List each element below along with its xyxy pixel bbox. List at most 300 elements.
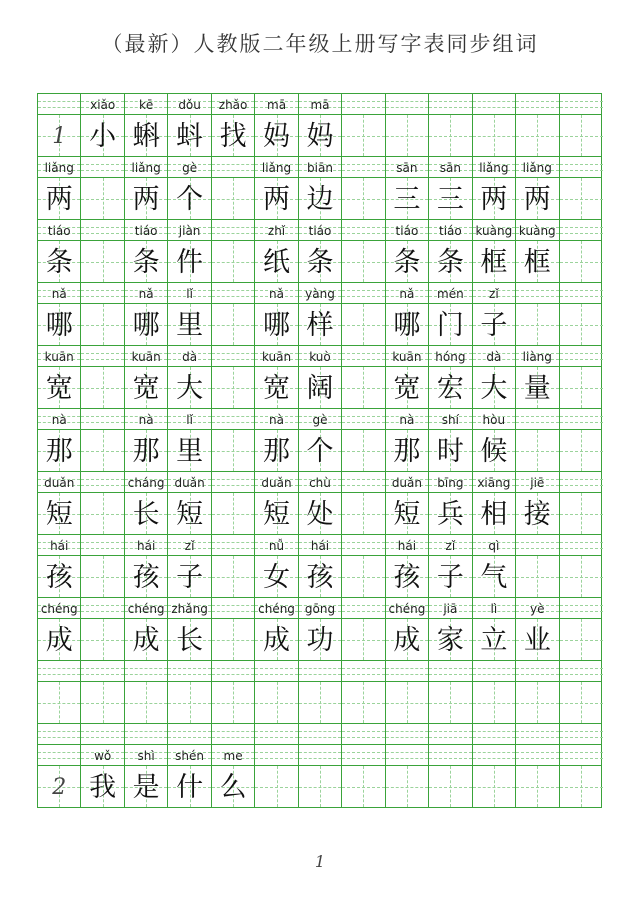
pinyin-text: zhǎo: [218, 98, 248, 112]
pinyin-cell: [212, 745, 255, 765]
pinyin-cell: [560, 409, 603, 429]
pinyin-cell: [38, 157, 81, 177]
hanzi-text: 那: [132, 436, 160, 467]
pinyin-text: lǐ: [186, 287, 193, 301]
pinyin-cell: [386, 157, 429, 177]
hanzi-text: 家: [436, 625, 464, 656]
character-cell: [125, 367, 168, 408]
character-cell: [386, 178, 429, 219]
pinyin-text: yàng: [305, 287, 335, 301]
hanzi-text: 两: [263, 184, 291, 215]
character-row: [37, 555, 602, 598]
hanzi-text: 两: [523, 184, 551, 215]
pinyin-cell: [299, 745, 342, 765]
character-row: [37, 765, 602, 808]
hanzi-text: 业: [523, 625, 551, 656]
pinyin-cell: [81, 661, 124, 681]
character-cell: [473, 619, 516, 660]
pinyin-text: [516, 745, 558, 765]
character-cell: [386, 766, 429, 807]
character-cell: [429, 766, 472, 807]
pinyin-cell: [386, 94, 429, 114]
hanzi-text: 孩: [393, 562, 421, 593]
pinyin-cell: [212, 346, 255, 366]
hanzi-text: [342, 682, 384, 723]
hanzi-text: [212, 682, 254, 723]
pinyin-cell: [299, 724, 342, 744]
pinyin-cell: [429, 94, 472, 114]
hanzi-text: 接: [523, 499, 551, 530]
pinyin-cell: [38, 535, 81, 555]
pinyin-text: chéng: [40, 602, 78, 616]
pinyin-text: xiǎo: [90, 98, 116, 112]
pinyin-cell: [212, 157, 255, 177]
pinyin-text: hái: [137, 539, 156, 553]
character-cell: [81, 304, 124, 345]
pinyin-text: mā: [267, 98, 287, 112]
character-cell: [212, 556, 255, 597]
hanzi-text: 件: [176, 247, 204, 278]
character-cell: [168, 682, 211, 723]
hanzi-text: 短: [176, 499, 204, 530]
character-cell: [255, 682, 298, 723]
pinyin-text: dǒu: [178, 98, 201, 112]
pinyin-cell: [429, 598, 472, 618]
pinyin-text: [516, 409, 558, 429]
guide-line: [342, 737, 384, 738]
pinyin-text: gè: [312, 413, 328, 427]
character-cell: [473, 304, 516, 345]
pinyin-text: kuān: [261, 350, 292, 364]
hanzi-text: 时: [436, 436, 464, 467]
hanzi-text: [560, 493, 603, 534]
hanzi-text: 么: [219, 772, 247, 803]
pinyin-cell: [342, 409, 385, 429]
pinyin-cell: [168, 472, 211, 492]
guide-line: [560, 731, 603, 732]
pinyin-cell: [38, 94, 81, 114]
pinyin-text: hòu: [482, 413, 506, 427]
character-cell: [125, 430, 168, 471]
guide-line: [429, 731, 471, 732]
character-cell: [386, 304, 429, 345]
pinyin-text: [560, 472, 603, 492]
pinyin-cell: [473, 724, 516, 744]
hanzi-text: 个: [176, 184, 204, 215]
pinyin-text: zhǐ: [267, 224, 286, 238]
pinyin-cell: [125, 724, 168, 744]
character-cell: [386, 556, 429, 597]
character-cell: [81, 493, 124, 534]
pinyin-text: [212, 409, 254, 429]
pinyin-cell: [342, 745, 385, 765]
pinyin-text: hái: [310, 539, 330, 553]
hanzi-text: [516, 766, 558, 807]
hanzi-text: [560, 367, 603, 408]
pinyin-cell: [81, 283, 124, 303]
pinyin-text: [473, 661, 515, 681]
pinyin-cell: [299, 220, 342, 240]
hanzi-text: [560, 430, 603, 471]
hanzi-text: 那: [45, 436, 73, 467]
pinyin-text: liǎng: [479, 161, 509, 175]
pinyin-text: gōng: [304, 602, 336, 616]
pinyin-text: chéng: [127, 602, 165, 616]
pinyin-row: [37, 534, 602, 556]
character-cell: [38, 178, 81, 219]
hanzi-text: 女: [263, 562, 291, 593]
pinyin-text: [342, 346, 384, 366]
character-cell: [125, 241, 168, 282]
pinyin-cell: [255, 598, 298, 618]
hanzi-text: [516, 556, 558, 597]
hanzi-text: [81, 430, 123, 471]
page-number: 1: [314, 852, 326, 871]
character-cell: [168, 178, 211, 219]
pinyin-cell: [429, 283, 472, 303]
pinyin-text: [81, 661, 123, 681]
character-cell: [212, 766, 255, 807]
hanzi-text: [299, 766, 341, 807]
pinyin-cell: [255, 220, 298, 240]
pinyin-text: [342, 745, 384, 765]
pinyin-cell: [38, 661, 81, 681]
character-cell: [429, 115, 472, 156]
character-cell: [560, 556, 603, 597]
character-cell: [255, 178, 298, 219]
pinyin-text: [429, 94, 471, 114]
character-cell: [81, 115, 124, 156]
character-row: [37, 240, 602, 283]
pinyin-cell: [560, 94, 603, 114]
character-cell: [212, 493, 255, 534]
pinyin-cell: [212, 94, 255, 114]
pinyin-text: chù: [309, 476, 331, 490]
pinyin-cell: [81, 157, 124, 177]
guide-line: [81, 737, 123, 738]
character-cell: [125, 619, 168, 660]
hanzi-text: [560, 556, 603, 597]
pinyin-cell: [560, 472, 603, 492]
pinyin-text: [81, 409, 123, 429]
pinyin-cell: [429, 409, 472, 429]
character-cell: [429, 619, 472, 660]
hanzi-text: [212, 619, 254, 660]
character-cell: [560, 367, 603, 408]
pinyin-text: [81, 535, 123, 555]
hanzi-text: 宽: [45, 373, 73, 404]
character-cell: [560, 766, 603, 807]
character-cell: [299, 766, 342, 807]
character-cell: [473, 178, 516, 219]
pinyin-text: kuò: [309, 350, 331, 364]
pinyin-text: jiē: [530, 476, 545, 490]
character-cell: [516, 619, 559, 660]
character-cell: [38, 241, 81, 282]
pinyin-cell: [299, 409, 342, 429]
character-cell: [255, 430, 298, 471]
character-cell: [342, 178, 385, 219]
character-cell: [168, 367, 211, 408]
character-cell: [125, 682, 168, 723]
character-cell: [342, 493, 385, 534]
character-cell: [429, 556, 472, 597]
guide-line: [560, 737, 603, 738]
pinyin-cell: [125, 472, 168, 492]
pinyin-cell: [386, 346, 429, 366]
character-cell: [516, 493, 559, 534]
guide-line: [386, 731, 428, 732]
hanzi-text: 是: [132, 772, 160, 803]
character-cell: [212, 619, 255, 660]
pinyin-cell: [212, 409, 255, 429]
pinyin-text: [516, 535, 558, 555]
hanzi-text: [386, 766, 428, 807]
character-cell: [125, 115, 168, 156]
pinyin-cell: [473, 157, 516, 177]
character-cell: [299, 619, 342, 660]
pinyin-cell: [38, 598, 81, 618]
pinyin-text: nǎ: [51, 287, 67, 301]
character-cell: [516, 682, 559, 723]
pinyin-cell: [560, 598, 603, 618]
pinyin-text: [473, 94, 515, 114]
pinyin-text: zhǎng: [171, 602, 208, 616]
hanzi-text: [560, 241, 603, 282]
pinyin-text: chéng: [258, 602, 295, 616]
pinyin-cell: [168, 535, 211, 555]
guide-line: [125, 737, 167, 738]
pinyin-cell: [212, 283, 255, 303]
pinyin-cell: [429, 535, 472, 555]
pinyin-cell: [299, 472, 342, 492]
character-cell: [38, 682, 81, 723]
character-cell: [125, 556, 168, 597]
pinyin-cell: [473, 535, 516, 555]
hanzi-text: [473, 766, 515, 807]
character-cell: [516, 766, 559, 807]
character-cell: [212, 178, 255, 219]
pinyin-cell: [255, 409, 298, 429]
hanzi-text: [386, 682, 428, 723]
pinyin-cell: [473, 472, 516, 492]
guide-line: [516, 731, 558, 732]
pinyin-cell: [81, 598, 124, 618]
pinyin-text: duǎn: [44, 476, 75, 490]
character-row: [37, 177, 602, 220]
pinyin-cell: [212, 661, 255, 681]
hanzi-text: 立: [480, 625, 508, 656]
character-cell: [560, 304, 603, 345]
hanzi-text: 兵: [436, 499, 464, 530]
hanzi-text: 成: [45, 625, 73, 656]
hanzi-text: [516, 304, 558, 345]
character-cell: [299, 367, 342, 408]
hanzi-text: 大: [480, 373, 508, 404]
pinyin-text: me: [223, 749, 243, 763]
pinyin-cell: [299, 94, 342, 114]
character-cell: [386, 493, 429, 534]
pinyin-text: zǐ: [489, 287, 499, 301]
character-cell: [386, 682, 429, 723]
pinyin-text: [81, 598, 123, 618]
pinyin-text: [212, 535, 254, 555]
character-cell: [168, 241, 211, 282]
hanzi-text: 候: [480, 436, 508, 467]
character-cell: [125, 178, 168, 219]
pinyin-cell: [299, 346, 342, 366]
pinyin-cell: [429, 220, 472, 240]
pinyin-cell: [560, 283, 603, 303]
character-cell: [168, 304, 211, 345]
pinyin-text: [560, 745, 603, 765]
pinyin-text: [212, 157, 254, 177]
hanzi-text: [212, 556, 254, 597]
hanzi-text: 量: [523, 373, 551, 404]
character-cell: [212, 304, 255, 345]
pinyin-cell: [429, 661, 472, 681]
character-cell: [299, 556, 342, 597]
hanzi-text: [255, 682, 297, 723]
pinyin-cell: [255, 283, 298, 303]
pinyin-text: nǎ: [399, 287, 415, 301]
pinyin-cell: [429, 472, 472, 492]
pinyin-row: [37, 597, 602, 619]
pinyin-cell: [473, 94, 516, 114]
character-cell: [386, 241, 429, 282]
pinyin-text: [212, 346, 254, 366]
pinyin-cell: [81, 535, 124, 555]
character-cell: [386, 115, 429, 156]
hanzi-text: 找: [219, 121, 247, 152]
character-row: [37, 303, 602, 346]
hanzi-text: 条: [45, 247, 73, 278]
character-cell: [429, 430, 472, 471]
pinyin-cell: [342, 724, 385, 744]
pinyin-cell: [516, 346, 559, 366]
hanzi-text: [255, 766, 297, 807]
pinyin-cell: [168, 94, 211, 114]
hanzi-text: [342, 115, 384, 156]
pinyin-cell: [168, 598, 211, 618]
hanzi-text: [125, 682, 167, 723]
pinyin-text: duǎn: [261, 476, 292, 490]
pinyin-cell: [255, 745, 298, 765]
hanzi-text: 条: [436, 247, 464, 278]
character-cell: [429, 367, 472, 408]
pinyin-cell: [342, 598, 385, 618]
pinyin-cell: [38, 724, 81, 744]
hanzi-text: 宽: [132, 373, 160, 404]
character-cell: [38, 766, 81, 807]
character-cell: [38, 367, 81, 408]
guide-line: [429, 737, 471, 738]
blank-pinyin-row: [37, 723, 602, 745]
pinyin-cell: [342, 661, 385, 681]
pinyin-cell: [255, 157, 298, 177]
character-cell: [299, 493, 342, 534]
pinyin-text: mā: [310, 98, 330, 112]
pinyin-cell: [473, 283, 516, 303]
character-cell: [125, 493, 168, 534]
pinyin-cell: [560, 535, 603, 555]
hanzi-text: 孩: [132, 562, 160, 593]
pinyin-text: [342, 409, 384, 429]
pinyin-cell: [473, 598, 516, 618]
pinyin-text: nà: [51, 413, 67, 427]
pinyin-text: [560, 94, 603, 114]
hanzi-text: 长: [132, 499, 160, 530]
character-cell: [255, 241, 298, 282]
pinyin-cell: [168, 409, 211, 429]
pinyin-text: tiáo: [439, 224, 462, 238]
hanzi-text: 框: [480, 247, 508, 278]
character-cell: [299, 241, 342, 282]
character-cell: [342, 766, 385, 807]
character-cell: [255, 556, 298, 597]
character-cell: [81, 682, 124, 723]
pinyin-text: lì: [490, 602, 498, 616]
hanzi-text: [342, 178, 384, 219]
pinyin-cell: [125, 661, 168, 681]
pinyin-text: [342, 661, 384, 681]
pinyin-cell: [38, 220, 81, 240]
pinyin-text: [81, 472, 123, 492]
pinyin-cell: [38, 409, 81, 429]
pinyin-cell: [473, 745, 516, 765]
pinyin-cell: [299, 661, 342, 681]
pinyin-cell: [212, 598, 255, 618]
pinyin-text: [560, 409, 603, 429]
character-row: [37, 681, 602, 724]
pinyin-text: jiàn: [178, 224, 201, 238]
pinyin-text: [560, 157, 603, 177]
character-cell: [516, 304, 559, 345]
hanzi-text: 那: [263, 436, 291, 467]
hanzi-text: 宏: [436, 373, 464, 404]
guide-line: [473, 737, 515, 738]
character-cell: [38, 430, 81, 471]
character-cell: [342, 619, 385, 660]
hanzi-text: [560, 115, 603, 156]
pinyin-text: [560, 220, 603, 240]
pinyin-text: shì: [137, 749, 155, 763]
pinyin-text: hái: [397, 539, 417, 553]
hanzi-text: 小: [89, 121, 117, 152]
pinyin-cell: [125, 598, 168, 618]
character-cell: [299, 304, 342, 345]
pinyin-text: liǎng: [44, 161, 74, 175]
hanzi-text: [386, 115, 428, 156]
character-cell: [299, 115, 342, 156]
hanzi-text: 两: [132, 184, 160, 215]
character-cell: [81, 178, 124, 219]
pinyin-cell: [212, 535, 255, 555]
hanzi-text: 两: [45, 184, 73, 215]
character-cell: [38, 556, 81, 597]
pinyin-cell: [81, 346, 124, 366]
pinyin-cell: [516, 409, 559, 429]
pinyin-text: kē: [138, 98, 154, 112]
character-cell: [81, 556, 124, 597]
hanzi-text: 处: [306, 499, 334, 530]
pinyin-cell: [386, 661, 429, 681]
pinyin-text: [38, 94, 80, 114]
pinyin-cell: [81, 94, 124, 114]
pinyin-cell: [560, 661, 603, 681]
guide-line: [299, 731, 341, 732]
character-cell: [560, 619, 603, 660]
